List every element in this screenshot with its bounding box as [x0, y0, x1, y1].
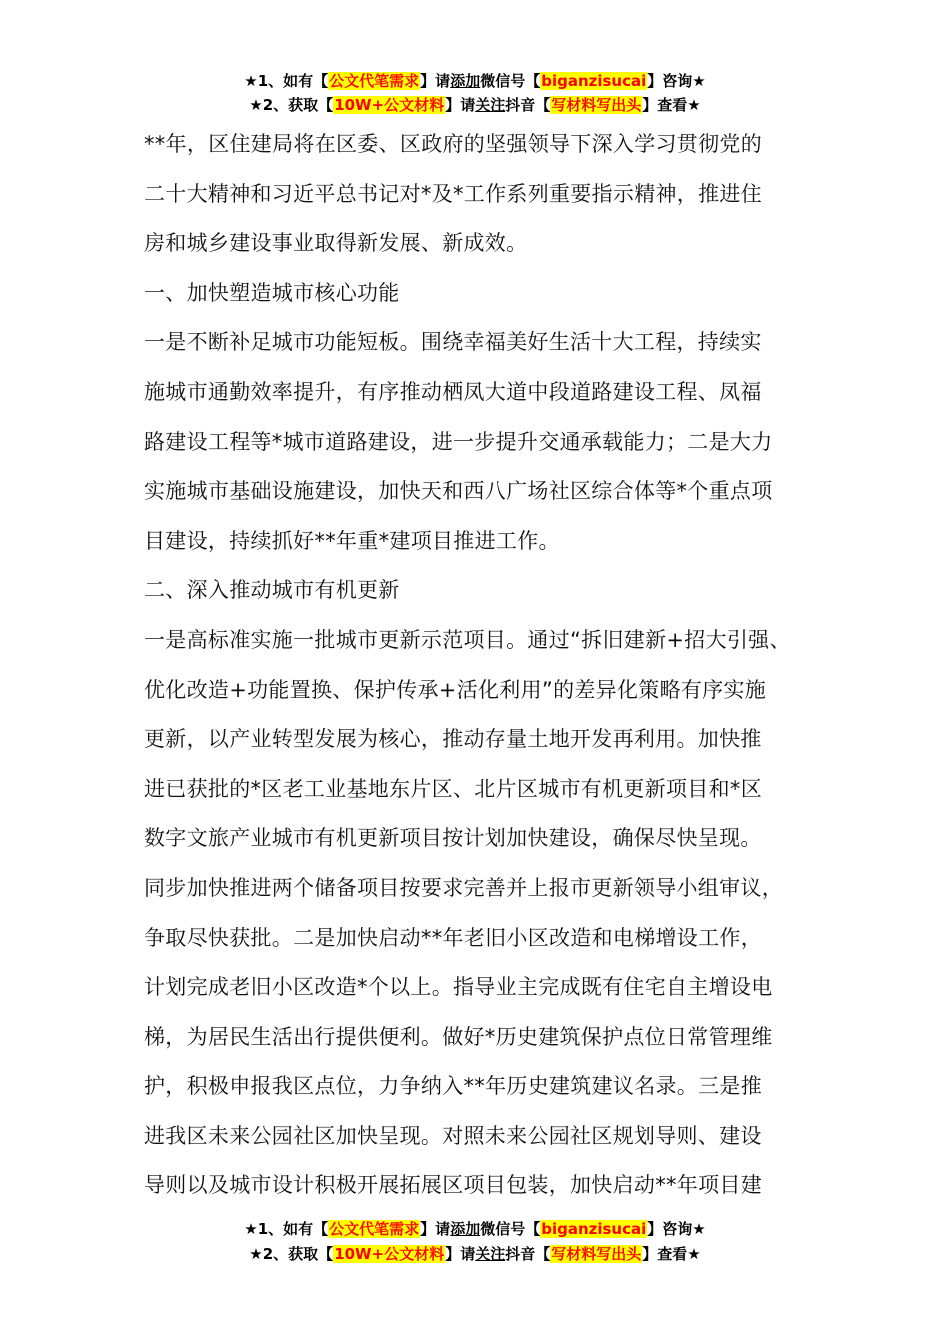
body-line: 更新，以产业转型发展为核心，推动存量土地开发再利用。加快推: [144, 727, 762, 752]
body-line: 目建设，持续抓好**年重*建项目推进工作。: [144, 528, 560, 553]
body-line: 一是不断补足城市功能短板。围绕幸福美好生活十大工程，持续实: [144, 330, 762, 355]
promo-text: 微信号【: [480, 1220, 541, 1238]
promo-text: 】请: [420, 1220, 451, 1238]
header-promo-line-1: [0, 70, 950, 92]
promo-highlight: 10W+公文材料: [334, 1245, 445, 1263]
promo-highlight: biganzisucai: [541, 1220, 647, 1238]
body-line: 梯，为居民生活出行提供便利。做好*历史建筑保护点位日常管理维: [144, 1024, 773, 1049]
promo-text: 抖音【: [505, 96, 551, 114]
body-line: 实施城市基础设施建设，加快天和西八广场社区综合体等*个重点项: [144, 479, 773, 504]
promo-highlight: 公文代笔需求: [329, 1220, 420, 1238]
promo-underlined: 添加: [450, 1220, 481, 1238]
promo-text: 】咨询★: [647, 1220, 706, 1238]
body-line: 施城市通勤效率提升，有序推动栖凤大道中段道路建设工程、凤福: [144, 379, 762, 404]
promo-highlight: biganzisucai: [541, 72, 647, 90]
promo-underlined: 添加: [450, 72, 481, 90]
document-body: [144, 120, 824, 1211]
section-heading: 一、加快塑造城市核心功能: [144, 280, 400, 305]
header-promo-line-2: [0, 94, 950, 116]
promo-text: ★1、如有【: [244, 1220, 329, 1238]
promo-highlight: 10W+公文材料: [334, 96, 445, 114]
body-line: 进我区未来公园社区加快呈现。对照未来公园社区规划导则、建设: [144, 1123, 762, 1148]
promo-text: 】咨询★: [647, 72, 706, 90]
body-line: 护，积极申报我区点位，力争纳入**年历史建筑建议名录。三是推: [144, 1074, 762, 1099]
promo-text: ★2、获取【: [249, 96, 334, 114]
body-line: 二十大精神和习近平总书记对*及*工作系列重要指示精神，推进住: [144, 181, 762, 206]
footer-promo-line-2: [0, 1243, 950, 1265]
promo-underlined: 关注: [475, 96, 506, 114]
promo-text: 】请: [445, 96, 476, 114]
promo-highlight: 写材料写出头: [551, 1245, 642, 1263]
body-line: 优化改造+功能置换、保护传承+活化利用”的差异化策略有序实施: [144, 677, 767, 702]
promo-underlined: 关注: [475, 1245, 506, 1263]
body-line: 房和城乡建设事业取得新发展、新成效。: [144, 231, 528, 256]
body-line: 进已获批的*区老工业基地东片区、北片区城市有机更新项目和*区: [144, 776, 762, 801]
body-line: 数字文旅产业城市有机更新项目按计划加快建设，确保尽快呈现。: [144, 826, 762, 851]
promo-text: 】请: [445, 1245, 476, 1263]
promo-text: 】查看★: [642, 96, 701, 114]
footer-promo-line-1: [0, 1218, 950, 1240]
promo-text: 】请: [420, 72, 451, 90]
promo-text: ★2、获取【: [249, 1245, 334, 1263]
promo-text: 微信号【: [480, 72, 541, 90]
body-line: 争取尽快获批。二是加快启动**年老旧小区改造和电梯增设工作，: [144, 925, 762, 950]
promo-text: ★1、如有【: [244, 72, 329, 90]
body-line: 一是高标准实施一批城市更新示范项目。通过“拆旧建新+招大引强、: [144, 627, 791, 652]
promo-text: 抖音【: [505, 1245, 551, 1263]
body-line: 同步加快推进两个储备项目按要求完善并上报市更新领导小组审议，: [144, 875, 783, 900]
section-heading: 二、深入推动城市有机更新: [144, 578, 400, 603]
body-line: 计划完成老旧小区改造*个以上。指导业主完成既有住宅自主增设电: [144, 975, 773, 1000]
promo-text: 】查看★: [642, 1245, 701, 1263]
body-line: 路建设工程等*城市道路建设，进一步提升交通承载能力；二是大力: [144, 429, 773, 454]
promo-highlight: 公文代笔需求: [329, 72, 420, 90]
promo-highlight: 写材料写出头: [551, 96, 642, 114]
body-line: **年，区住建局将在区委、区政府的坚强领导下深入学习贯彻党的: [144, 132, 762, 156]
body-line: 导则以及城市设计积极开展拓展区项目包装，加快启动**年项目建: [144, 1173, 762, 1198]
